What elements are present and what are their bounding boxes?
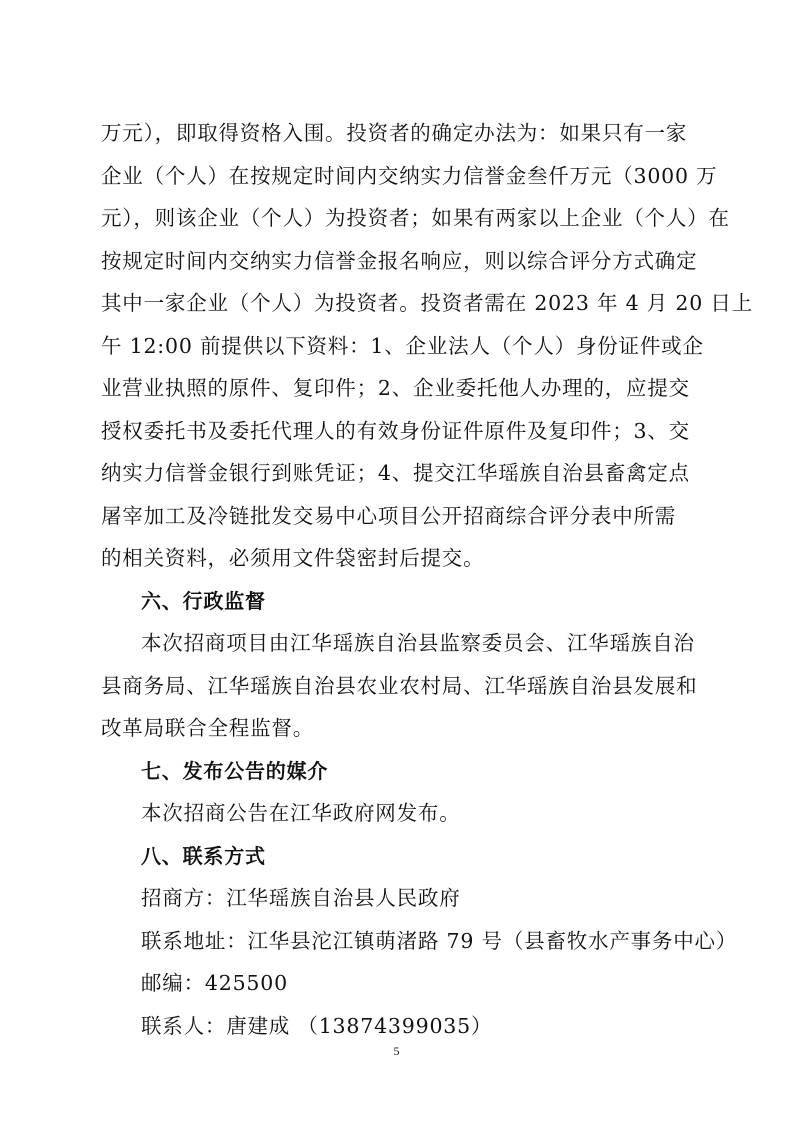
paragraph-line: 本次招商公告在江华政府网发布。 [141,801,461,825]
contact-address: 联系地址：江华县沱江镇萌渚路 79 号（县畜牧水产事务中心） [141,929,738,953]
paragraph-line: 本次招商项目由江华瑶族自治县监察委员会、江华瑶族自治 [141,631,695,655]
paragraph-line: 万元），即取得资格入围。投资者的确定办法为：如果只有一家 [101,121,688,145]
paragraph-line: 午 12:00 前提供以下资料：1、企业法人（个人）身份证件或企 [101,334,704,358]
contact-person: 联系人：唐建成 （13874399035） [141,1014,493,1038]
paragraph-line: 授权委托书及委托代理人的有效身份证件原件及复印件；3、交 [101,419,690,443]
paragraph-line: 其中一家企业（个人）为投资者。投资者需在 2023 年 4 月 20 日上 [101,291,753,315]
paragraph-line: 屠宰加工及冷链批发交易中心项目公开招商综合评分表中所需 [101,504,677,528]
section-heading-media: 七、发布公告的媒介 [141,759,329,783]
paragraph-line: 企业（个人）在按规定时间内交纳实力信誉金叁仟万元（3000 万 [101,164,718,188]
paragraph-line: 县商务局、江华瑶族自治县农业农村局、江华瑶族自治县发展和 [101,674,698,698]
paragraph-line: 元），则该企业（个人）为投资者；如果有两家以上企业（个人）在 [101,206,730,230]
paragraph-line: 按规定时间内交纳实力信誉金报名响应，则以综合评分方式确定 [101,249,698,273]
paragraph-line: 纳实力信誉金银行到账凭证；4、提交江华瑶族自治县畜禽定点 [101,461,690,485]
contact-postcode: 邮编：425500 [141,971,288,995]
page-number: 5 [393,1044,400,1058]
section-heading-supervision: 六、行政监督 [141,589,266,613]
paragraph-line: 的相关资料，必须用文件袋密封后提交。 [101,546,485,570]
contact-organizer: 招商方：江华瑶族自治县人民政府 [141,886,461,910]
section-heading-contact: 八、联系方式 [141,844,266,868]
paragraph-line: 业营业执照的原件、复印件；2、企业委托他人办理的，应提交 [101,376,690,400]
paragraph-line: 改革局联合全程监督。 [101,716,314,740]
